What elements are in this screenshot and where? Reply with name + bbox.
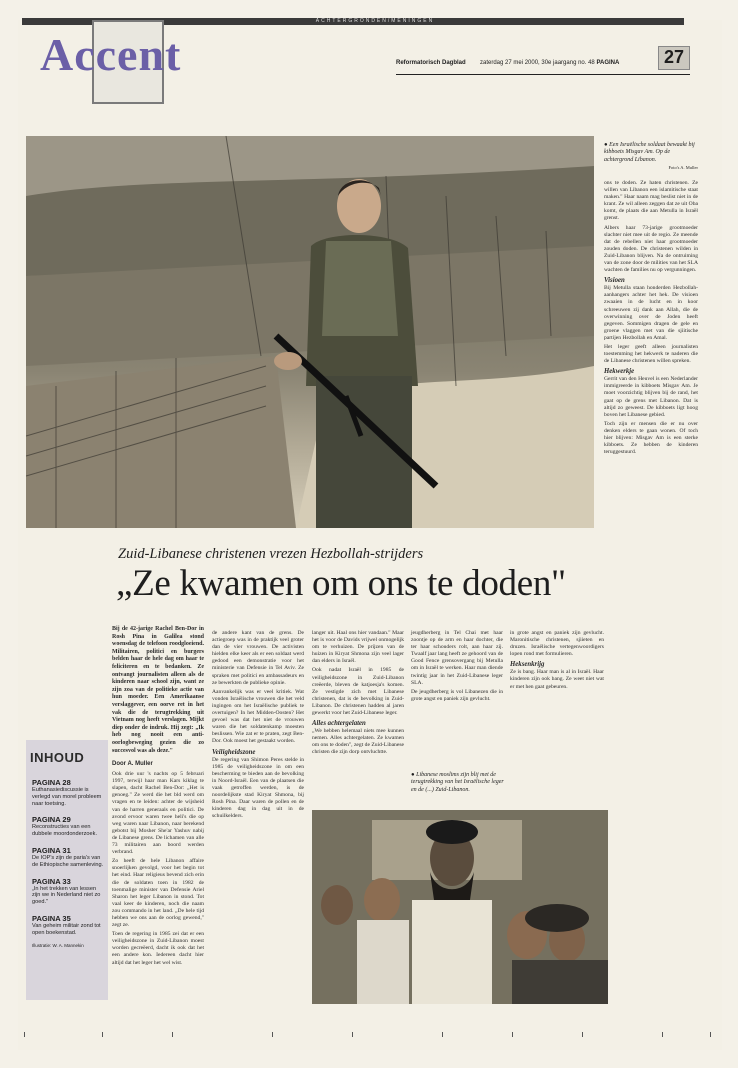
subhead-veiligheidszone: Veiligheidszone	[212, 748, 256, 756]
photo-credit: Foto's A. Muller	[668, 164, 698, 170]
article-headline: „Ze kwamen om ons te doden"	[116, 563, 566, 604]
section-title: Accent	[40, 29, 182, 80]
paragraph: langer uit. Haal ons hier vandaan." Maar het is voor de Davids vrijwel onmogelijk om te verhuizen. De prijzen van de huizen in Kiryat Shmona zijn veel lager dan elders in Israël.	[312, 630, 404, 665]
subhead-heksenkrijg: Heksenkrijg	[510, 661, 545, 669]
small-caption-text: Libanese moslims zijn blij met de terugtrekking van het Israëlische leger en de (...) Zuid-Libanon.	[411, 772, 504, 793]
column-3	[312, 630, 404, 759]
inhoud-page: PAGINA 35	[32, 913, 71, 923]
issue-info	[480, 60, 619, 66]
main-caption-text: Een Israëlische soldaat bewaakt bij kibboets Misgav Am. Op de achtergrond Libanon.	[604, 142, 695, 163]
paragraph: De jeugdherberg is vol Libanezen die in grote angst en paniek zijn gevlucht.	[411, 688, 503, 702]
paragraph: Ook drie uur 's nachts op 5 februari 1997, terwijl haar man Kars kiklag te slapen, dacht Rachel Ben-Dor: „Het is genoeg." Ze werd die het bld werd om vragen en te leiden: achter de wijsheid van de harren generaals en politici. De avond ervoor waren twee heli's die op weg waren naar Libanon, naar berekend gebotst bij Mosher She'ar Yashuv nabij de Libanese grens. De lichamen van alle 73 militairen aan boord werden verbrand.	[112, 771, 204, 856]
byline: Door A. Muller	[112, 761, 153, 768]
small-photo-children	[312, 810, 608, 1004]
inhoud-text: Reconstructies van een dubbele moordonderzoek.	[32, 824, 97, 838]
right-paragraph: Bij Metulla staan honderden Hezbollah-aanhangers achter het hek. De visioen zwaaien in de lucht en in koor schreeuwen zij dank aan Allah, die de overwinning over de Joden heeft gegeven. Sommigen dragen de gele en groene vlaggen met van die sjiitische partijen Hezbollah en Amal.	[604, 285, 698, 341]
page-label: PAGINA	[596, 60, 620, 66]
inhoud-page: PAGINA 31	[32, 845, 71, 855]
right-paragraph: Albers haar 73-jarige grootmoeder slachter niet mee uit de regio. Ze meende dat de rebellen niet haar grootmoeder zouden doden. De christenen wilden in Zuid-Libanon blijven. Na de ontruiming van de zone door de milities van het SLA wachten de families nu op vergunningen.	[604, 224, 698, 274]
subhead-visioen: Visioen	[604, 277, 625, 285]
inhoud-page: PAGINA 28	[32, 778, 71, 787]
main-photo-illustration	[26, 136, 594, 528]
inhoud-text: Euthanasiediscussie is verlegd van morel probleem naar toetsing.	[32, 787, 102, 807]
paragraph: Zo heeft de hele Libanon affaire snoerlijken gevolgd, voor het begin tot het eind. Haar religieus bevend zich erin die de soldaten toen in 1982 de toenmalige minister van Defensie Ariel Sharon het leger Libanon in stond. Tot vaal keer de kinderen, noch die naam zou commando in het land. „De hele tijd hebben we ons aan de oorlog gewend," zegt ze.	[112, 858, 204, 929]
right-paragraph: Het leger geeft alleen journalisten toestemming het hekwerk te naderen die de Libanese christenen willen spreken.	[604, 343, 698, 365]
inhoud-list	[32, 778, 104, 948]
right-paragraph: Toch zijn er mensen die er nu over denken elders te gaan wonen. Of toch hier blijven: Misgav Am is een sterke kibboets. Ze hebben de kinderen teruggestuurd.	[604, 420, 698, 456]
paragraph: Aanvankelijk was er veel kritiek. Wat vonden Israëlische vrouwen die het veld ingingen om het Israëlische publiek te overtuigen? In het Midden-Oosten? Het gevoel was dat het niet de vrouwen waren die het soldatenkamp moesten beslissen. Wie zat er te praten, zegt Ben-Dor. Ook moest het gestaakt worden.	[212, 688, 304, 745]
top-rule-text: ACHTERGRONDEN/MENINGEN	[315, 18, 435, 24]
column-4	[411, 630, 503, 705]
article-kicker: Zuid-Libanese christenen vrezen Hezbollah-strijders	[118, 546, 424, 562]
date-line: zaterdag 27 mei 2000, 30e jaargang no. 48	[480, 60, 595, 66]
inhoud-text: Van geheim militair zond tot open boekenstad.	[32, 922, 101, 936]
article-lead: Bij de 42-jarige Rachel Ben-Dor in Rosh Pina in Galilea stond woensdag de telefoon roodgloeiend. Militairen, politici en burgers belden haar de hele dag om haar te feliciteren en te bedanken. Ze ontvangt journalisten alleen als de kinderen naar school zijn, want ze zijn zoa van de politieke actie van hun moeder. Een Amerikaanse verslaggever, een oorve ret in het vak die de terugtrekking uit Vietnam nog heeft verslagen. Mijkt diep onder de indruk. Hij zegt: „Ik heb nog nooit een antioorlogbeweging gezien die zo succesvol was als deze."	[112, 626, 204, 754]
paragraph: Ze is bang. Haar man is al in Israël. Haar kinderen zijn ook bang. Ze weet niet wat er met hen gaat gebeuren.	[510, 669, 604, 690]
column-2	[212, 630, 304, 822]
inhoud-title: INHOUD	[30, 750, 85, 765]
right-paragraph: Gerrit van den Heuvel is een Nederlander immigreerde in kibboets Misgav Am. Je moet voorzichtig blijven bij de rand, het gaat op de grens met Libanon. Dat is altijd zo geweest. De kibboets ligt hoog boven het Libanese gebied.	[604, 376, 698, 418]
paragraph: Ook nadat Israël in 1985 de veiligheidszone in Zuid-Libanon creëerde, bleven de katjoesja's komen. Ze vestigde zich met Libanese christenen, dat is de bevolking in Zuid-Libanon. De christenen hadden al jaren gewerkt voor het Zuid-Libanese leger.	[312, 667, 404, 717]
inhoud-page: PAGINA 29	[32, 815, 71, 825]
masthead-line	[396, 74, 690, 75]
column-1	[112, 626, 204, 969]
subhead-alles-achtergelaten: Alles achtergelaten	[312, 720, 366, 728]
page-number: 27	[663, 47, 685, 67]
main-photo-soldier	[26, 136, 594, 528]
main-photo-caption: ● Een Israëlische soldaat bewaakt bij kibboets Misgav Am. Op de achtergrond Libanon. Foto's A. Muller	[604, 142, 698, 170]
paragraph: in grote angst en paniek zijn gevlucht. Maronitische christenen, sjiieten en druzen. Israëlische vertegenwoordigers lopen rond met formulieren.	[510, 630, 604, 658]
right-column	[604, 180, 698, 458]
paragraph: jeugdherberg in Tel Chai met haar zoontje op de arm en haar dochter, die ter haar schouders rolt, aan haar zij. Twaalf jaar lang heeft ze gehoord van de Good Fence grensovergang bij Metulla om in Israël te werken. Haar man diende twintig jaar in het Zuid-Libanese leger SLA.	[411, 630, 503, 686]
paragraph: de andere kant van de grens. De actiegroep was in de praktijk veel groter dan de vier vrouwen. De activisten hielden elke keer als er een soldaat werd gedood een demonstratie voor het ministerie van Defensie in Tel Aviv. Ze spraken met politici en ambassadeurs en ze bewerkten de publieke opinie.	[212, 630, 304, 686]
column-5	[510, 630, 604, 693]
right-paragraph: ons te doden. Ze haten christenen. Ze willen van Libanon een islamitische staat maken." Haar naam mag beslist niet in de krant. Ze wil alleen zeggen dat ze uit Oba komt, de plaats die aan Metulla in Israël grenst.	[604, 180, 698, 222]
small-photo-illustration	[312, 810, 608, 1004]
paper-name: Reformatorisch Dagblad	[396, 60, 466, 66]
bottom-tick-marks	[22, 1032, 712, 1038]
inhoud-text: „In het trekken van lessen zijn we in Nederland niet zo goed."	[32, 885, 101, 906]
inhoud-page: PAGINA 33	[32, 876, 71, 886]
paragraph: Toen de regering in 1985 zei dat er een veiligheidszone in Zuid-Libanon moest worden gecreëerd, dacht ik ook dat het een andere kon. Iedereen dacht hier altijd dat het leger het wel wist.	[112, 931, 204, 966]
small-photo-caption: ● Libanese moslims zijn blij met de terugtrekking van het Israëlische leger en de (...) Zuid-Libanon.	[411, 772, 504, 793]
paragraph: De regering van Shimon Peres stelde in 1985 de veiligheidszone in om een bescherming te bieden aan de bevolking in Noord-Israël. Een van de plaatsen die vaak getroffen werden, is de noordelijkste stad Kiryat Shmona, bij Rosh Pina. Daar waren de pollen en de kinderen dag in dag uit in de schuilkelders.	[212, 756, 304, 820]
inhoud-text: De IOP's zijn de paria's van de Ethiopische samenleving.	[32, 854, 104, 868]
paragraph: „We hebben helemaal niets mee kunnen nemen. Alles achtergelaten. Ze kwamen om ons te doden", zegt de Zuid-Libanese christen die zijn dorp ontvluchtte.	[312, 728, 404, 756]
subhead-hekwerkje: Hekwerkje	[604, 368, 635, 376]
inhoud-credit: Illustratie: W. A. Mannekin	[32, 942, 84, 948]
